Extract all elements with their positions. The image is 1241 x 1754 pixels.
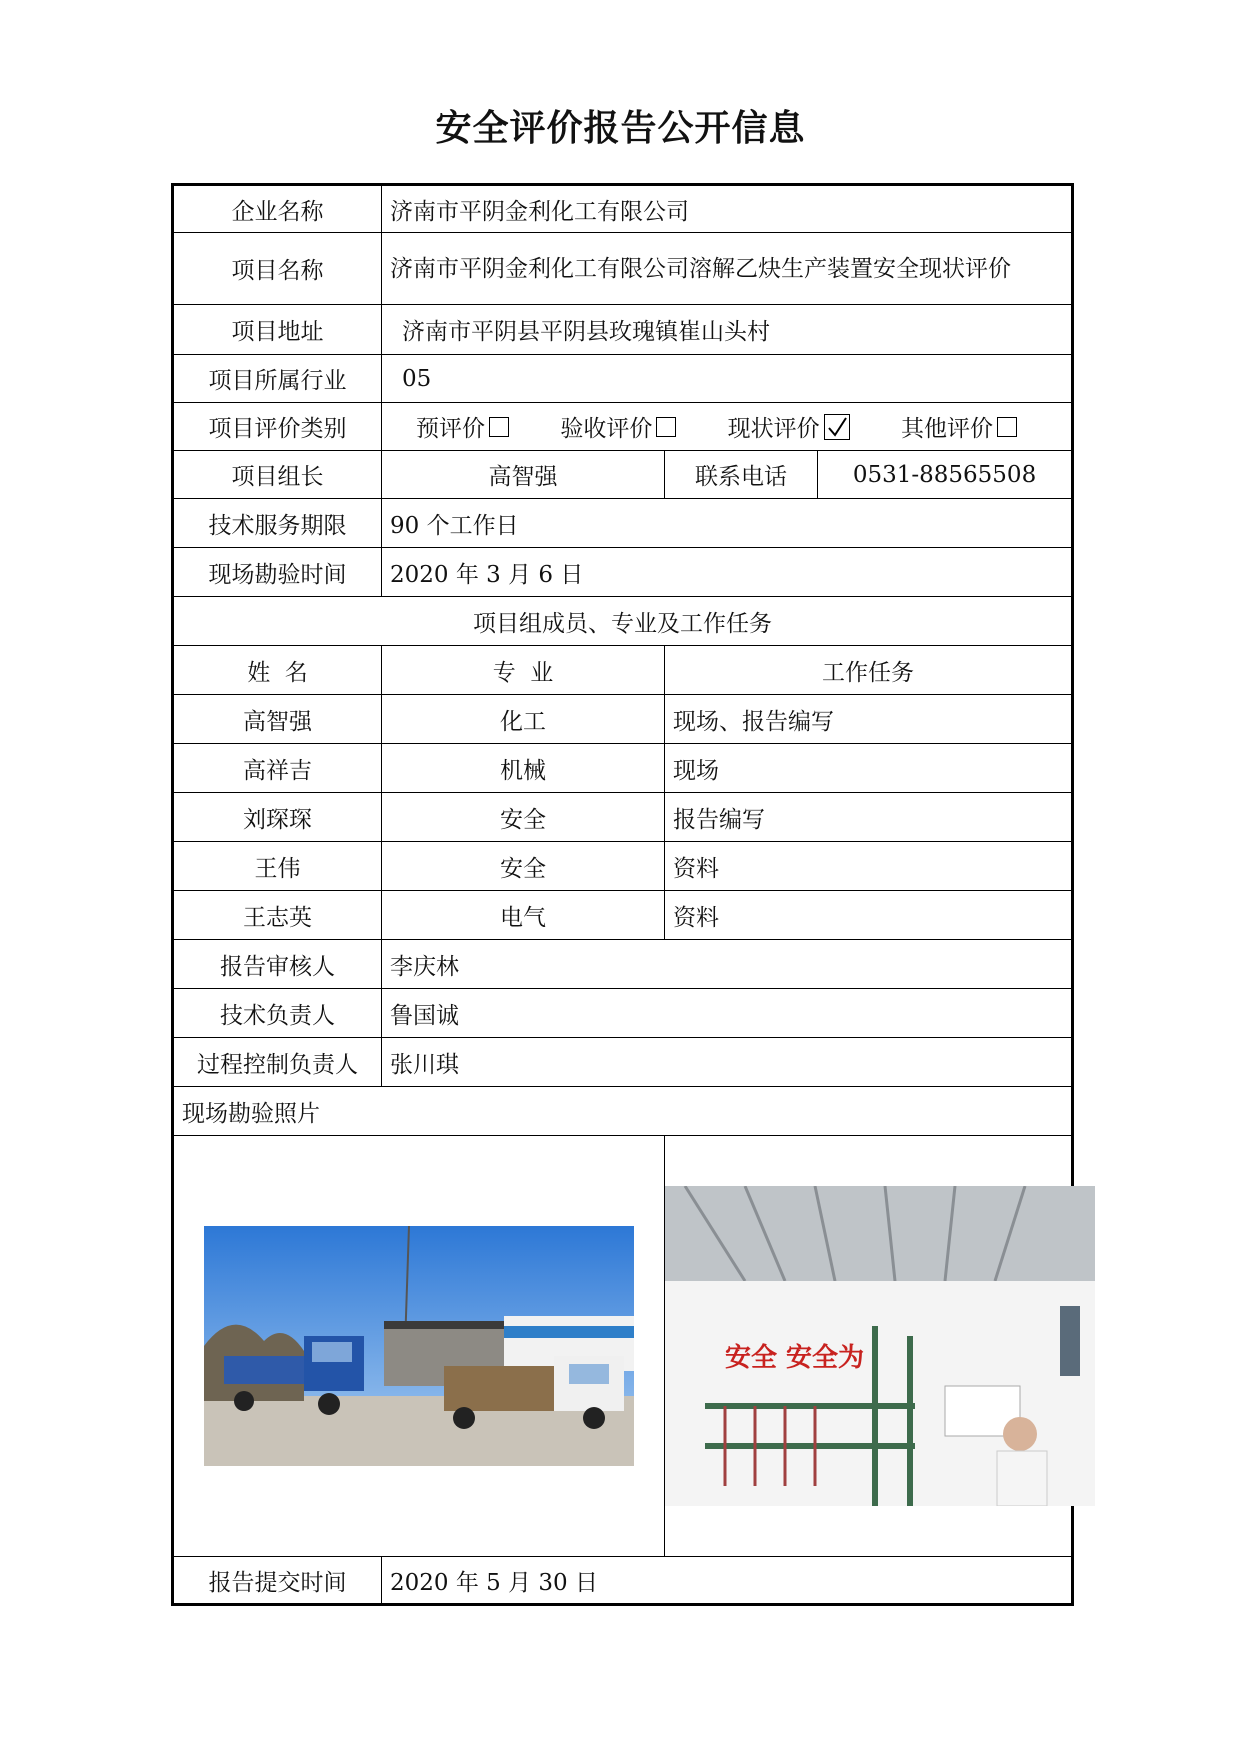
row-photos [173, 1136, 1073, 1557]
photos-label: 现场勘验照片 [173, 1087, 1073, 1136]
header-major: 专 业 [382, 646, 665, 695]
leader-value: 高智强 [382, 451, 665, 499]
row-reviewer [173, 940, 1073, 989]
project-value: 济南市平阴金利化工有限公司溶解乙炔生产装置安全现状评价 [382, 233, 1073, 305]
member-major: 电气 [382, 891, 665, 940]
row-survey [173, 548, 1073, 597]
category-other[interactable] [901, 410, 1017, 443]
category-options [382, 403, 1073, 451]
row-tech [173, 989, 1073, 1038]
row-leader [173, 451, 1073, 499]
checkmark-icon[interactable] [824, 414, 850, 440]
row-submit [173, 1557, 1073, 1605]
category-label: 项目评价类别 [173, 403, 382, 451]
row-industry [173, 355, 1073, 403]
info-table [171, 183, 1074, 1606]
category-pre[interactable] [416, 410, 509, 443]
address-value: 济南市平阴县平阴县玫瑰镇崔山头村 [382, 305, 1073, 355]
tech-value: 鲁国诚 [382, 989, 1073, 1038]
row-period [173, 499, 1073, 548]
table-row [173, 744, 1073, 793]
company-label: 企业名称 [173, 185, 382, 233]
photo-workshop [665, 1186, 1095, 1506]
row-process [173, 1038, 1073, 1087]
phone-label: 联系电话 [665, 451, 818, 499]
photo-cell-right [665, 1136, 1073, 1557]
row-address [173, 305, 1073, 355]
row-category [173, 403, 1073, 451]
member-major: 安全 [382, 793, 665, 842]
category-other-label: 其他评价 [900, 416, 993, 442]
address-label: 项目地址 [173, 305, 382, 355]
table-row [173, 793, 1073, 842]
row-project [173, 233, 1073, 305]
member-major: 安全 [382, 842, 665, 891]
process-label: 过程控制负责人 [173, 1038, 382, 1087]
square-icon[interactable] [489, 417, 509, 437]
square-icon[interactable] [997, 417, 1017, 437]
square-icon[interactable] [656, 417, 676, 437]
row-company [173, 185, 1073, 233]
member-task: 现场 [665, 744, 1073, 793]
header-name: 姓 名 [173, 646, 382, 695]
reviewer-label: 报告审核人 [173, 940, 382, 989]
category-pre-label: 预评价 [416, 416, 485, 442]
members-section-title: 项目组成员、专业及工作任务 [173, 597, 1073, 646]
header-task: 工作任务 [665, 646, 1073, 695]
category-current-label: 现状评价 [727, 416, 820, 442]
category-acceptance-label: 验收评价 [560, 416, 653, 442]
period-label: 技术服务期限 [173, 499, 382, 548]
member-major: 机械 [382, 744, 665, 793]
member-task: 报告编写 [665, 793, 1073, 842]
member-name: 王志英 [173, 891, 382, 940]
row-members-title [173, 597, 1073, 646]
project-label: 项目名称 [173, 233, 382, 305]
member-task: 现场、报告编写 [665, 695, 1073, 744]
member-task: 资料 [665, 842, 1073, 891]
survey-label: 现场勘验时间 [173, 548, 382, 597]
member-major: 化工 [382, 695, 665, 744]
period-value: 90 个工作日 [382, 499, 1073, 548]
process-value: 张川琪 [382, 1038, 1073, 1087]
submit-value: 2020 年 5 月 30 日 [382, 1557, 1073, 1605]
submit-label: 报告提交时间 [173, 1557, 382, 1605]
page-title: 安全评价报告公开信息 [435, 107, 806, 149]
industry-value: 05 [382, 355, 1073, 403]
photo-trucks [204, 1226, 634, 1466]
reviewer-value: 李庆林 [382, 940, 1073, 989]
member-name: 高祥吉 [173, 744, 382, 793]
member-name: 高智强 [173, 695, 382, 744]
member-task: 资料 [665, 891, 1073, 940]
table-row [173, 842, 1073, 891]
industry-label: 项目所属行业 [173, 355, 382, 403]
survey-value: 2020 年 3 月 6 日 [382, 548, 1073, 597]
member-name: 刘琛琛 [173, 793, 382, 842]
member-name: 王伟 [173, 842, 382, 891]
phone-value: 0531-88565508 [818, 451, 1073, 499]
banner-text: 安全 安全为 [725, 1343, 865, 1373]
category-acceptance[interactable] [560, 410, 676, 443]
tech-label: 技术负责人 [173, 989, 382, 1038]
photo-cell-left [173, 1136, 665, 1557]
category-current[interactable] [728, 410, 850, 443]
table-row [173, 695, 1073, 744]
leader-label: 项目组长 [173, 451, 382, 499]
table-row [173, 891, 1073, 940]
company-value: 济南市平阴金利化工有限公司 [382, 185, 1073, 233]
row-photos-label [173, 1087, 1073, 1136]
members-header-row [173, 646, 1073, 695]
